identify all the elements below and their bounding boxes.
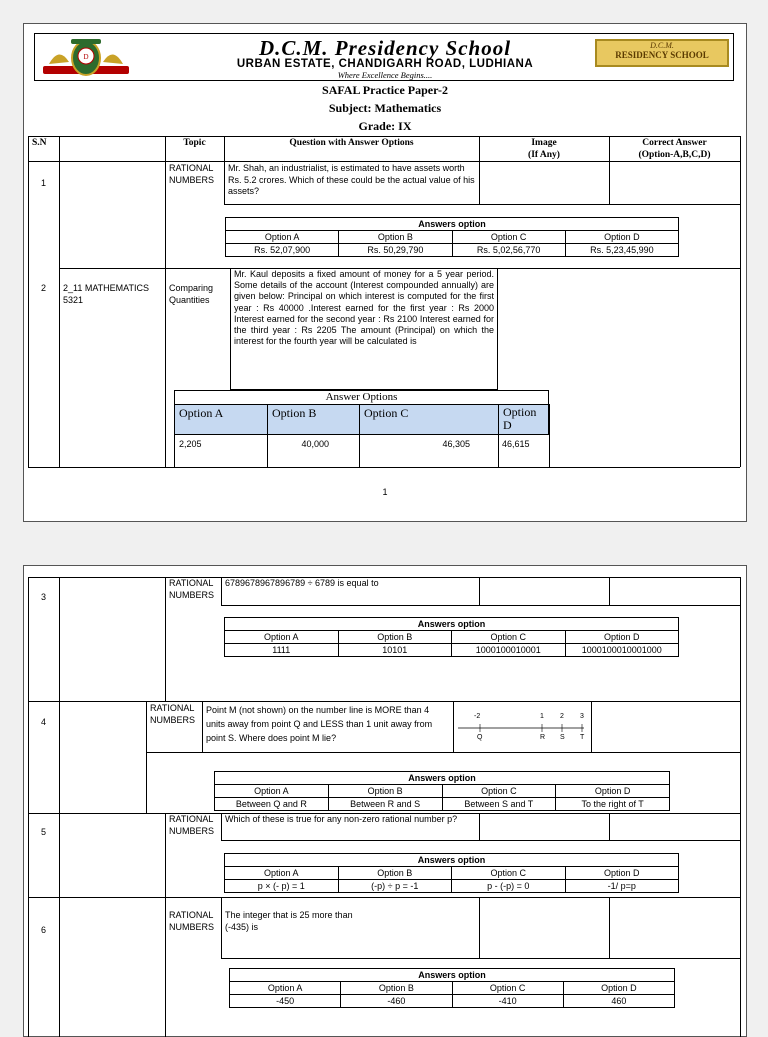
q5-topic: RATIONAL NUMBERS <box>169 814 215 836</box>
q6-option-b: -460 <box>341 995 452 1008</box>
q4-option-c: Between S and T <box>442 798 556 811</box>
q5-option-b: (-p) ÷ p = -1 <box>338 880 452 893</box>
q2-topic: Comparing Quantities <box>169 283 214 305</box>
q1-topic: RATIONAL NUMBERS <box>169 163 215 185</box>
q4-answers-table: Answers option Option A Option B Option C Option D Between Q and R Between R and S Between S and T To the right of T <box>214 771 670 811</box>
q4-option-a: Between Q and R <box>215 798 329 811</box>
q4-tick-top-1: 1 <box>540 713 544 720</box>
q4-sn: 4 <box>41 717 47 727</box>
q5-answers-table: Answers option Option A Option B Option C Option D p × (- p) = 1 (-p) ÷ p = -1 p - (-p) = 0 -1/ p=p <box>224 853 679 893</box>
q2-option-b: 40,000 <box>301 439 329 449</box>
q6-answers-table: Answers option Option A Option B Option C Option D -450 -460 -410 460 <box>229 968 675 1008</box>
q4-point-s: S <box>560 734 565 741</box>
q5-option-a: p × (- p) = 1 <box>225 880 339 893</box>
page-2 <box>23 565 747 1037</box>
header-image: Image (If Any) <box>528 138 560 160</box>
q6-sn: 6 <box>41 925 47 935</box>
header-sn: S.N <box>32 138 47 148</box>
q1-answers-table: Answers option Option A Option B Option C Option D Rs. 52,07,900 Rs. 50,29,790 Rs. 5,02,56,770 Rs. 5,23,45,990 <box>225 217 679 257</box>
q3-option-c: 1000100010001 <box>452 644 566 657</box>
q1-question: Mr. Shah, an industrialist, is estimated to have assets worth Rs. 5.2 crores. Which of these could be the actual value of his assets? <box>228 163 475 196</box>
q3-option-b: 10101 <box>338 644 452 657</box>
q2-header-option-c: Option C <box>364 406 409 420</box>
header-question: Question with Answer Options <box>289 138 414 148</box>
q1-option-c: Rs. 5,02,56,770 <box>452 244 565 257</box>
paper-grade: Grade: IX <box>358 119 412 133</box>
q2-header-option-b: Option B <box>272 406 317 420</box>
school-name: D.C.M. Presidency School <box>258 36 512 60</box>
q2-header-option-d: Option D <box>503 405 537 432</box>
q2-question-box <box>230 268 498 390</box>
q4-point-r: R <box>540 734 546 741</box>
paper-title: SAFAL Practice Paper-2 <box>322 83 448 97</box>
school-header <box>34 33 734 81</box>
q4-option-b: Between R and S <box>328 798 442 811</box>
q3-topic: RATIONAL NUMBERS <box>169 578 215 600</box>
page-number: 1 <box>382 487 388 497</box>
q2-code: 2_11 MATHEMATICS 5321 <box>63 283 150 305</box>
q4-tick-top-3: 3 <box>580 713 584 720</box>
q4-point-t: T <box>580 734 585 741</box>
school-crest-logo <box>41 38 131 78</box>
q6-option-a: -450 <box>230 995 341 1008</box>
q2-option-a: 2,205 <box>179 439 202 449</box>
paper-subject: Subject: Mathematics <box>328 101 442 115</box>
q2-header-option-a: Option A <box>179 406 224 420</box>
q2-answer-options-title: Answer Options <box>174 390 549 404</box>
q2-option-d: 46,615 <box>502 439 530 449</box>
school-address: URBAN ESTATE, CHANDIGARH ROAD, LUDHIANA <box>236 58 534 70</box>
q1-option-b: Rs. 50,29,790 <box>339 244 452 257</box>
q6-option-d: 460 <box>563 995 674 1008</box>
q4-topic: RATIONAL NUMBERS <box>150 703 196 725</box>
q3-option-d: 1000100010001000 <box>565 644 679 657</box>
q4-question: Point M (not shown) on the number line is MORE than 4 units away from point Q and LESS than 1 unit away from point S. Where does point M lie? <box>206 705 433 743</box>
svg-text:D: D <box>83 53 89 61</box>
q4-tick-top-0: -2 <box>474 713 481 720</box>
q3-sn: 3 <box>41 592 47 602</box>
page-1 <box>23 23 747 522</box>
q5-question: Which of these is true for any non-zero rational number p? <box>225 814 458 824</box>
q1-sn: 1 <box>41 178 47 188</box>
q3-answers-table: Answers option Option A Option B Option C Option D 1111 10101 1000100010001 1000100010001000 <box>224 617 679 657</box>
q2-question: Mr. Kaul deposits a fixed amount of money for a 5 year period. Some details of the account (Interest compounded annually) are given below: Principal on which interest is computed for the first year : Rs 40000 .Interest earned for the first year : Rs 2000 Interest earned for the second year : Rs 2100 Interest earned for the third year : Rs 2205 The amount (Principal) on which the interest for the fourth year will be calculated is <box>234 269 494 347</box>
q4-tick-top-2: 2 <box>560 713 564 720</box>
q6-topic: RATIONAL NUMBERS <box>169 910 215 932</box>
q4-point-q: Q <box>477 734 483 741</box>
q1-option-a: Rs. 52,07,900 <box>226 244 339 257</box>
header-topic: Topic <box>183 138 206 148</box>
q2-option-c: 46,305 <box>442 439 470 449</box>
q5-option-d: -1/ p=p <box>565 880 679 893</box>
q1-option-d: Rs. 5,23,45,990 <box>565 244 678 257</box>
q4-option-d: To the right of T <box>556 798 670 811</box>
q3-option-a: 1111 <box>225 644 339 657</box>
school-badge-logo: D.C.M. RESIDENCY SCHOOL <box>595 39 729 67</box>
q2-options-header-row <box>174 404 549 435</box>
q3-question: 6789678967896789 ÷ 6789 is equal to <box>225 578 379 588</box>
school-tagline: Where Excellence Begins.... <box>337 70 433 80</box>
q6-question: The integer that is 25 more than (-435) is <box>225 910 353 932</box>
q2-sn: 2 <box>41 283 47 293</box>
q5-option-c: p - (-p) = 0 <box>452 880 566 893</box>
q6-option-c: -410 <box>452 995 563 1008</box>
header-correct-answer: Correct Answer (Option-A,B,C,D) <box>638 138 711 160</box>
q5-sn: 5 <box>41 827 47 837</box>
